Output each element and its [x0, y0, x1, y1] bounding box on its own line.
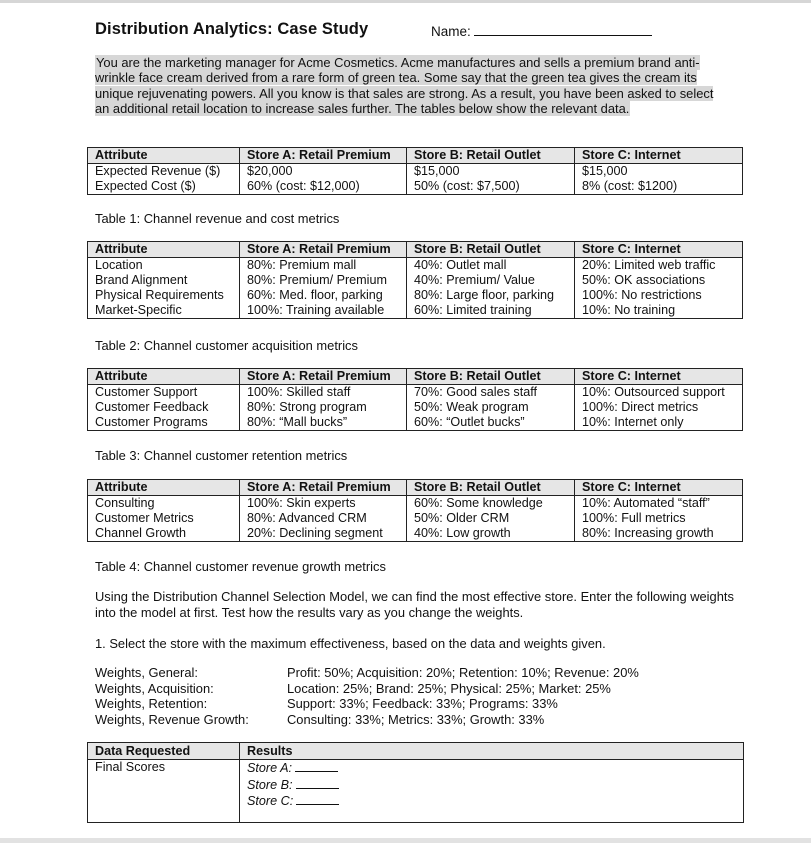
weights-value: Location: 25%; Brand: 25%; Physical: 25%; Market: 25%	[287, 680, 611, 696]
table-cell: 80%: Premium mall	[240, 258, 407, 274]
table-cell: 80%: Strong program	[240, 400, 407, 415]
table-cell: 80%: Advanced CRM	[240, 511, 407, 526]
weights-row	[95, 712, 639, 728]
table-cell: Customer Programs	[88, 415, 240, 431]
table-cell: 100%: Skin experts	[240, 496, 407, 512]
table-cell: Customer Feedback	[88, 400, 240, 415]
table-cell: 80%: Increasing growth	[575, 526, 743, 542]
table-row	[88, 511, 743, 526]
table-row	[88, 496, 743, 512]
header-cell: Store C: Internet	[575, 148, 743, 164]
table-cell: 10%: Internet only	[575, 415, 743, 431]
table-caption: Table 2: Channel customer acquisition metrics	[95, 338, 358, 353]
table-cell: 80%: “Mall bucks”	[240, 415, 407, 431]
table-cell: 100%: Skilled staff	[240, 385, 407, 401]
table-cell: $20,000	[240, 164, 407, 180]
table-cell: 60%: Some knowledge	[407, 496, 575, 512]
table-caption: Table 4: Channel customer revenue growth metrics	[95, 559, 386, 574]
table-row	[88, 303, 743, 319]
table-row	[88, 385, 743, 401]
answer-blank[interactable]	[296, 793, 339, 805]
question-text: 1. Select the store with the maximum effectiveness, based on the data and weights given.	[95, 636, 606, 651]
weights-value: Profit: 50%; Acquisition: 20%; Retention: 10%; Revenue: 20%	[287, 665, 639, 680]
table-row	[88, 400, 743, 415]
weights-label: Weights, Retention:	[95, 696, 208, 711]
name-field[interactable]	[431, 23, 652, 39]
table-cell: 60%: Limited training	[407, 303, 575, 319]
weights-list	[95, 665, 639, 727]
table-cell: Brand Alignment	[88, 273, 240, 288]
table-cell: 100%: Training available	[240, 303, 407, 319]
weights-label: Weights, Revenue Growth:	[95, 711, 249, 727]
table-cell: 80%: Premium/ Premium	[240, 273, 407, 288]
results-row-label: Final Scores	[88, 760, 240, 823]
table-cell: 100%: Direct metrics	[575, 400, 743, 415]
table-cell: 10%: Automated “staff”	[575, 496, 743, 512]
table-caption: Table 3: Channel customer retention metrics	[95, 448, 348, 463]
table-cell: $15,000	[407, 164, 575, 180]
name-label: Name:	[431, 24, 471, 39]
table-cell: 10%: No training	[575, 303, 743, 319]
results-header-row	[88, 743, 744, 760]
table-acquisition	[87, 241, 743, 319]
results-row	[88, 760, 744, 823]
name-blank-line[interactable]	[474, 23, 652, 36]
header-cell: Store B: Retail Outlet	[407, 480, 575, 496]
weights-label: Weights, General:	[95, 665, 198, 680]
page-bottom-edge	[0, 838, 811, 843]
table-cell: Customer Support	[88, 385, 240, 401]
weights-value: Support: 33%; Feedback: 33%; Programs: 33%	[287, 696, 558, 711]
store-label: Store A:	[247, 761, 293, 775]
table-cell: 40%: Low growth	[407, 526, 575, 542]
header-cell: Results	[240, 743, 744, 760]
table-cell: 100%: Full metrics	[575, 511, 743, 526]
table-row	[88, 415, 743, 431]
store-label: Store C:	[247, 794, 294, 808]
table-cell: 70%: Good sales staff	[407, 385, 575, 401]
answer-blank[interactable]	[295, 760, 338, 772]
table-header-row	[88, 148, 743, 164]
table-cell: 60% (cost: $12,000)	[240, 179, 407, 195]
header-cell: Store C: Internet	[575, 369, 743, 385]
table-revenue-growth	[87, 479, 743, 542]
table-row	[88, 273, 743, 288]
results-cell	[240, 760, 744, 823]
table-cell: $15,000	[575, 164, 743, 180]
table-cell: Physical Requirements	[88, 288, 240, 303]
header-cell: Store A: Retail Premium	[240, 148, 407, 164]
table-cell: Channel Growth	[88, 526, 240, 542]
header-cell: Attribute	[88, 480, 240, 496]
table-cell: 20%: Limited web traffic	[575, 258, 743, 274]
table-cell: 40%: Premium/ Value	[407, 273, 575, 288]
table-cell: 8% (cost: $1200)	[575, 179, 743, 195]
answer-blank[interactable]	[296, 777, 339, 789]
table-cell: Market-Specific	[88, 303, 240, 319]
table-cell: 80%: Large floor, parking	[407, 288, 575, 303]
table-cell: 50%: OK associations	[575, 273, 743, 288]
table-header-row	[88, 242, 743, 258]
weights-row	[95, 665, 639, 681]
table-cell: Expected Revenue ($)	[88, 164, 240, 180]
table-retention	[87, 368, 743, 431]
page-title: Distribution Analytics: Case Study	[95, 20, 369, 38]
table-row	[88, 258, 743, 274]
table-cell: Consulting	[88, 496, 240, 512]
table-header-row	[88, 369, 743, 385]
header-cell: Attribute	[88, 242, 240, 258]
table-revenue-cost	[87, 147, 743, 195]
store-b-answer[interactable]	[247, 777, 743, 794]
weights-value: Consulting: 33%; Metrics: 33%; Growth: 33%	[287, 711, 545, 727]
table-cell: 20%: Declining segment	[240, 526, 407, 542]
header-cell: Store A: Retail Premium	[240, 242, 407, 258]
results-table	[87, 742, 744, 823]
header-cell: Store B: Retail Outlet	[407, 148, 575, 164]
table-cell: 100%: No restrictions	[575, 288, 743, 303]
header-cell: Store C: Internet	[575, 480, 743, 496]
header-cell: Store B: Retail Outlet	[407, 369, 575, 385]
table-cell: 50% (cost: $7,500)	[407, 179, 575, 195]
table-row	[88, 526, 743, 542]
header-cell: Store A: Retail Premium	[240, 480, 407, 496]
table-row	[88, 288, 743, 303]
table-cell: 50%: Older CRM	[407, 511, 575, 526]
header-cell: Attribute	[88, 148, 240, 164]
header-cell: Store B: Retail Outlet	[407, 242, 575, 258]
table-row	[88, 179, 743, 195]
table-header-row	[88, 480, 743, 496]
weights-row	[95, 681, 639, 697]
intro-text: You are the marketing manager for Acme Cosmetics. Acme manufactures and sells a premium brand anti-wrinkle face cream derived from a rare form of green tea. Some say that the green tea gives the cream its unique rejuvenating powers. All you know is that sales are strong. As a result, you have been asked to select an additional retail location to increase sales further. The tables below show the relevant data.	[95, 55, 714, 116]
weights-label: Weights, Acquisition:	[95, 680, 214, 696]
instructions-paragraph: Using the Distribution Channel Selection Model, we can find the most effective store. Enter the following weights into the model at first. Test how the results vary as you change the weights.	[95, 589, 734, 620]
header-cell: Store A: Retail Premium	[240, 369, 407, 385]
table-cell: 50%: Weak program	[407, 400, 575, 415]
table-row	[88, 164, 743, 180]
table-cell: 60%: “Outlet bucks”	[407, 415, 575, 431]
header-cell: Data Requested	[88, 743, 240, 760]
store-a-answer[interactable]	[247, 760, 743, 777]
header-cell: Attribute	[88, 369, 240, 385]
table-caption: Table 1: Channel revenue and cost metrics	[95, 211, 340, 226]
store-label: Store B:	[247, 777, 293, 792]
table-cell: 60%: Med. floor, parking	[240, 288, 407, 303]
table-cell: Location	[88, 258, 240, 274]
table-cell: 40%: Outlet mall	[407, 258, 575, 274]
weights-row	[95, 696, 639, 712]
table-cell: 10%: Outsourced support	[575, 385, 743, 401]
intro-paragraph	[95, 55, 720, 116]
page-top-edge	[0, 0, 811, 3]
table-cell: Customer Metrics	[88, 511, 240, 526]
table-cell: Expected Cost ($)	[88, 179, 240, 195]
header-cell: Store C: Internet	[575, 242, 743, 258]
store-c-answer[interactable]	[247, 793, 743, 810]
